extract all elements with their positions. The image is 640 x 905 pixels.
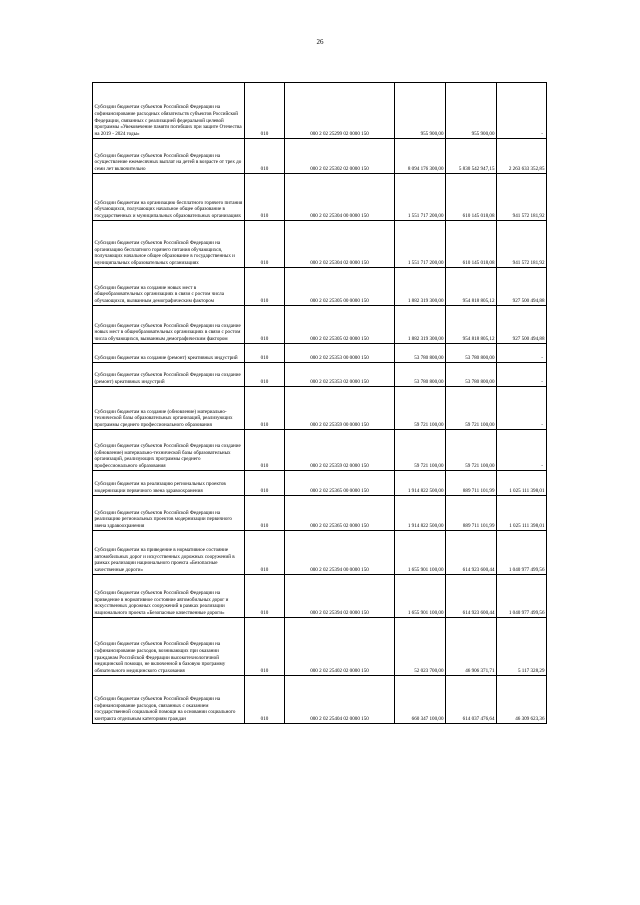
table-row bbox=[93, 618, 547, 676]
row-value-2-cell: 614 037 476,64 bbox=[446, 676, 497, 724]
row-value-2-cell: 46 906 371,71 bbox=[446, 618, 497, 676]
row-value-1-cell: 53 780 800,00 bbox=[395, 363, 446, 387]
row-name-cell: Субсидии бюджетам субъектов Российской Федерации на софинансирование расходов, возникающих при оказании гражданам Российской Федерации высокотехнологичной медицинской помощи, не включенной в базовую программу обязательного медицинского страхования bbox=[93, 618, 245, 676]
row-value-2-cell: 889 711 101,99 bbox=[446, 471, 497, 496]
table-row bbox=[93, 139, 547, 174]
row-name-cell: Субсидии бюджетам на приведение в нормативное состояние автомобильных дорог и искусственных дорожных сооружений в рамках реализации национального проекта «Безопасные качественные дороги» bbox=[93, 531, 245, 575]
row-value-1-cell: 1 882 319 300,00 bbox=[395, 268, 446, 306]
row-value-1-cell: 1 551 717 200,00 bbox=[395, 174, 446, 221]
row-kbk-cell: 000 2 02 25402 02 0000 150 bbox=[285, 618, 395, 676]
table-row bbox=[93, 496, 547, 531]
row-value-1-cell: 1 551 717 200,00 bbox=[395, 221, 446, 268]
row-value-3-cell: 1 040 977 499,56 bbox=[497, 575, 547, 618]
row-code-cell: 010 bbox=[245, 575, 285, 618]
row-code-cell: 010 bbox=[245, 344, 285, 363]
row-value-2-cell: 610 145 018,08 bbox=[446, 174, 497, 221]
row-kbk-cell: 000 2 02 25359 02 0000 150 bbox=[285, 430, 395, 471]
row-value-3-cell: 941 572 181,92 bbox=[497, 174, 547, 221]
row-value-3-cell: 941 572 181,92 bbox=[497, 221, 547, 268]
row-code-cell: 010 bbox=[245, 221, 285, 268]
row-name-cell: Субсидии бюджетам субъектов Российской Федерации на организацию бесплатного горячего питания обучающихся, получающих начальное общее образование в государственных и муниципальных образовательных организациях bbox=[93, 221, 245, 268]
row-name-cell: Субсидии бюджетам субъектов Российской Федерации на осуществление ежемесячных выплат на детей в возрасте от трех до семи лет включительно bbox=[93, 139, 245, 174]
row-value-2-cell: 955 900,00 bbox=[446, 83, 497, 139]
table-row bbox=[93, 363, 547, 387]
row-value-1-cell: 59 721 100,00 bbox=[395, 430, 446, 471]
row-kbk-cell: 000 2 02 25302 02 0000 150 bbox=[285, 139, 395, 174]
row-value-1-cell: 53 780 800,00 bbox=[395, 344, 446, 363]
row-name-cell: Субсидии бюджетам на создание новых мест в общеобразовательных организациях в связи с ростом числа обучающихся, вызванным демографическим фактором bbox=[93, 268, 245, 306]
row-value-1-cell: 1 655 901 100,00 bbox=[395, 531, 446, 575]
row-value-2-cell: 614 923 600,44 bbox=[446, 531, 497, 575]
row-kbk-cell: 000 2 02 25305 02 0000 150 bbox=[285, 306, 395, 344]
row-value-2-cell: 53 780 800,00 bbox=[446, 363, 497, 387]
row-kbk-cell: 000 2 02 25299 02 0000 150 bbox=[285, 83, 395, 139]
row-kbk-cell: 000 2 02 25365 00 0000 150 bbox=[285, 471, 395, 496]
row-value-2-cell: 954 818 805,12 bbox=[446, 306, 497, 344]
row-value-2-cell: 59 721 100,00 bbox=[446, 430, 497, 471]
row-code-cell: 010 bbox=[245, 306, 285, 344]
row-value-2-cell: 53 780 800,00 bbox=[446, 344, 497, 363]
row-name-cell: Субсидии бюджетам на создание (ремонт) креативных индустрий bbox=[93, 344, 245, 363]
row-code-cell: 010 bbox=[245, 531, 285, 575]
row-kbk-cell: 000 2 02 25404 02 0000 150 bbox=[285, 676, 395, 724]
budget-table bbox=[92, 82, 547, 724]
row-value-3-cell: 2 263 633 352,85 bbox=[497, 139, 547, 174]
row-kbk-cell: 000 2 02 25365 02 0000 150 bbox=[285, 496, 395, 531]
table-row bbox=[93, 221, 547, 268]
row-kbk-cell: 000 2 02 25394 00 0000 150 bbox=[285, 531, 395, 575]
row-value-3-cell: - bbox=[497, 363, 547, 387]
row-value-2-cell: 614 923 600,44 bbox=[446, 575, 497, 618]
row-kbk-cell: 000 2 02 25304 00 0000 150 bbox=[285, 174, 395, 221]
row-value-3-cell: - bbox=[497, 83, 547, 139]
table-row bbox=[93, 268, 547, 306]
table-row bbox=[93, 387, 547, 430]
row-code-cell: 010 bbox=[245, 83, 285, 139]
table-row bbox=[93, 531, 547, 575]
table-row bbox=[93, 344, 547, 363]
row-value-1-cell: 1 655 901 100,00 bbox=[395, 575, 446, 618]
row-value-3-cell: - bbox=[497, 344, 547, 363]
row-code-cell: 010 bbox=[245, 268, 285, 306]
row-value-1-cell: 660 347 100,00 bbox=[395, 676, 446, 724]
row-value-3-cell: - bbox=[497, 387, 547, 430]
row-code-cell: 010 bbox=[245, 430, 285, 471]
table-row bbox=[93, 575, 547, 618]
row-value-3-cell: 5 117 328,29 bbox=[497, 618, 547, 676]
row-value-1-cell: 955 900,00 bbox=[395, 83, 446, 139]
row-name-cell: Субсидии бюджетам субъектов Российской Федерации на приведение в нормативное состояние автомобильных дорог и искусственных дорожных сооружений в рамках реализации национального проекта «Безопасные качественные дороги» bbox=[93, 575, 245, 618]
row-code-cell: 010 bbox=[245, 676, 285, 724]
row-kbk-cell: 000 2 02 25353 02 0000 150 bbox=[285, 363, 395, 387]
row-value-2-cell: 610 145 018,08 bbox=[446, 221, 497, 268]
row-value-1-cell: 8 094 176 300,00 bbox=[395, 139, 446, 174]
table-row bbox=[93, 306, 547, 344]
row-value-3-cell: 1 040 977 499,56 bbox=[497, 531, 547, 575]
row-value-1-cell: 1 914 822 500,00 bbox=[395, 471, 446, 496]
row-name-cell: Субсидии бюджетам субъектов Российской Федерации на создание (обновление) материально-технической базы образовательных организаций, реализующих программы среднего профессионального образования bbox=[93, 430, 245, 471]
table-row bbox=[93, 430, 547, 471]
row-code-cell: 010 bbox=[245, 471, 285, 496]
row-value-3-cell: 46 309 623,36 bbox=[497, 676, 547, 724]
page-number: 26 bbox=[316, 38, 324, 46]
row-kbk-cell: 000 2 02 25353 00 0000 150 bbox=[285, 344, 395, 363]
row-code-cell: 010 bbox=[245, 139, 285, 174]
row-code-cell: 010 bbox=[245, 387, 285, 430]
row-code-cell: 010 bbox=[245, 174, 285, 221]
row-name-cell: Субсидии бюджетам субъектов Российской Федерации на реализацию региональных проектов модернизации первичного звена здравоохранения bbox=[93, 496, 245, 531]
row-value-3-cell: 1 025 111 398,01 bbox=[497, 471, 547, 496]
table-row bbox=[93, 83, 547, 139]
table-row bbox=[93, 174, 547, 221]
row-value-2-cell: 954 818 805,12 bbox=[446, 268, 497, 306]
row-value-3-cell: 927 500 494,88 bbox=[497, 268, 547, 306]
row-value-3-cell: - bbox=[497, 430, 547, 471]
row-name-cell: Субсидии бюджетам субъектов Российской Федерации на софинансирование расходов, связанных с оказанием государственной социальной помощи на основании социального контракта отдельным категориям граждан bbox=[93, 676, 245, 724]
table-row bbox=[93, 676, 547, 724]
row-name-cell: Субсидии бюджетам субъектов Российской Федерации на создание новых мест в общеобразовательных организациях в связи с ростом числа обучающихся, вызванным демографическим фактором bbox=[93, 306, 245, 344]
row-value-1-cell: 59 721 100,00 bbox=[395, 387, 446, 430]
row-value-3-cell: 1 025 111 398,01 bbox=[497, 496, 547, 531]
table-body bbox=[93, 83, 547, 724]
row-value-1-cell: 52 023 700,00 bbox=[395, 618, 446, 676]
row-code-cell: 010 bbox=[245, 363, 285, 387]
row-name-cell: Субсидии бюджетам субъектов Российской Федерации на создание (ремонт) креативных индустрий bbox=[93, 363, 245, 387]
row-name-cell: Субсидии бюджетам субъектов Российской Федерации на софинансирование расходных обязательств субъектов Российской Федерации, связанных с реализацией федеральной целевой программы «Увековечение памяти погибших при защите Отечества на 2019 - 2024 годы» bbox=[93, 83, 245, 139]
row-kbk-cell: 000 2 02 25304 02 0000 150 bbox=[285, 221, 395, 268]
row-value-2-cell: 889 711 101,99 bbox=[446, 496, 497, 531]
table-row bbox=[93, 471, 547, 496]
row-name-cell: Субсидии бюджетам на реализацию региональных проектов модернизации первичного звена здравоохранения bbox=[93, 471, 245, 496]
row-code-cell: 010 bbox=[245, 618, 285, 676]
row-value-2-cell: 5 830 542 947,15 bbox=[446, 139, 497, 174]
row-value-3-cell: 927 500 494,88 bbox=[497, 306, 547, 344]
row-name-cell: Субсидии бюджетам на организацию бесплатного горячего питания обучающихся, получающих начальное общее образование в государственных и муниципальных образовательных организациях bbox=[93, 174, 245, 221]
row-kbk-cell: 000 2 02 25359 00 0000 150 bbox=[285, 387, 395, 430]
row-value-1-cell: 1 882 319 300,00 bbox=[395, 306, 446, 344]
row-name-cell: Субсидии бюджетам на создание (обновление) материально-технической базы образовательных организаций, реализующих программы среднего профессионального образования bbox=[93, 387, 245, 430]
row-kbk-cell: 000 2 02 25305 00 0000 150 bbox=[285, 268, 395, 306]
row-kbk-cell: 000 2 02 25394 02 0000 150 bbox=[285, 575, 395, 618]
row-code-cell: 010 bbox=[245, 496, 285, 531]
row-value-2-cell: 59 721 100,00 bbox=[446, 387, 497, 430]
row-value-1-cell: 1 914 822 500,00 bbox=[395, 496, 446, 531]
